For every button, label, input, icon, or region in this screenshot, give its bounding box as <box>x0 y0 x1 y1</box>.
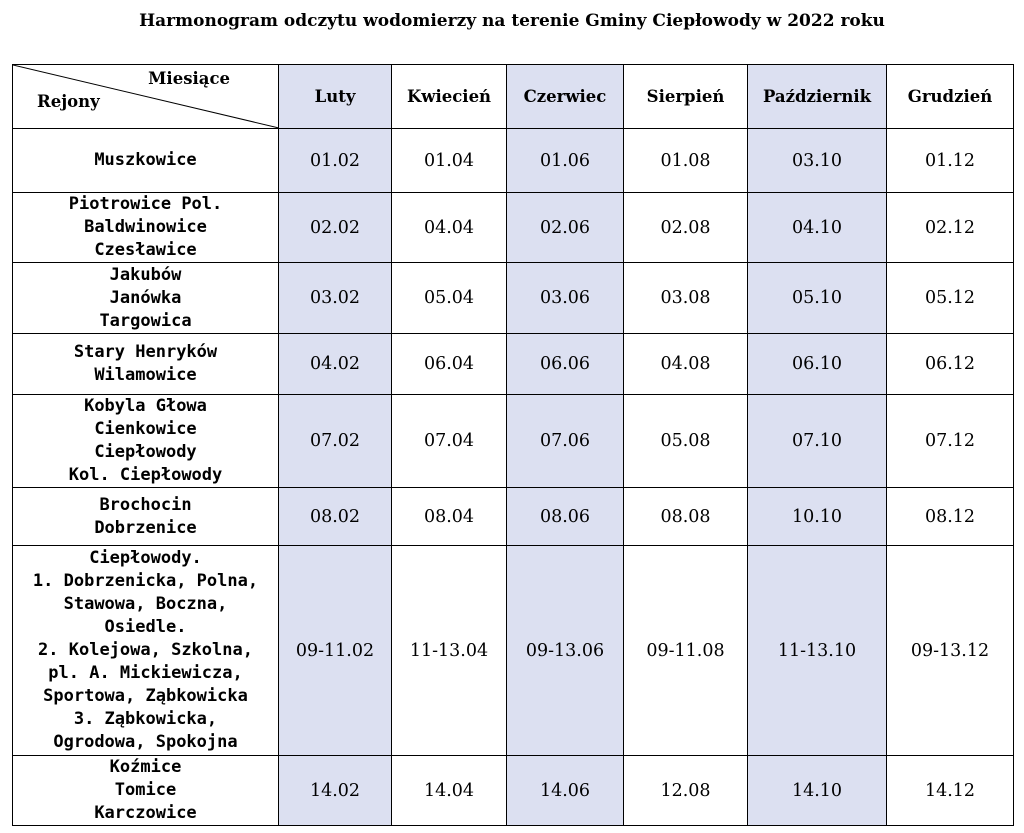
date-cell: 09-11.08 <box>624 546 748 756</box>
date-cell: 08.12 <box>887 488 1014 546</box>
date-cell: 14.10 <box>748 756 887 826</box>
month-header-kwiecien: Kwiecień <box>392 65 507 129</box>
date-cell: 08.06 <box>507 488 624 546</box>
table-row <box>13 193 1014 263</box>
date-cell: 04.04 <box>392 193 507 263</box>
region-cell <box>13 263 279 334</box>
region-name-line: Cienkowice <box>94 419 197 439</box>
table-row <box>13 546 1014 756</box>
date-cell: 02.08 <box>624 193 748 263</box>
region-name-line: Piotrowice Pol. <box>68 194 223 214</box>
region-name-line: Targowica <box>99 310 192 331</box>
region-cell <box>13 334 279 395</box>
date-cell: 14.04 <box>392 756 507 826</box>
month-header-czerwiec: Czerwiec <box>507 65 624 129</box>
date-cell: 04.08 <box>624 334 748 395</box>
region-cell <box>13 193 279 263</box>
date-cell: 11-13.04 <box>392 546 507 756</box>
month-header-sierpien: Sierpień <box>624 65 748 129</box>
region-name-line: 2. Kolejowa, Szkolna, <box>38 640 253 660</box>
date-cell: 02.12 <box>887 193 1014 263</box>
header-row <box>13 65 1014 129</box>
date-cell: 05.12 <box>887 263 1014 334</box>
region-name-line: Ciepłowody. <box>89 548 202 568</box>
date-cell: 14.06 <box>507 756 624 826</box>
region-name-line: Muszkowice <box>94 150 197 170</box>
date-cell: 03.06 <box>507 263 624 334</box>
date-cell: 05.10 <box>748 263 887 334</box>
date-cell: 01.02 <box>279 129 392 193</box>
table-row <box>13 395 1014 488</box>
region-name-line: Karczowice <box>94 803 197 823</box>
date-cell: 09-13.12 <box>887 546 1014 756</box>
date-cell: 12.08 <box>624 756 748 826</box>
date-cell: 05.04 <box>392 263 507 334</box>
date-cell: 06.06 <box>507 334 624 395</box>
date-cell: 10.10 <box>748 488 887 546</box>
table-row <box>13 129 1014 193</box>
region-name-line: Brochocin <box>99 494 192 515</box>
region-name-line: Kol. Ciepłowody <box>68 465 223 485</box>
table-row <box>13 756 1014 826</box>
date-cell: 08.04 <box>392 488 507 546</box>
date-cell: 09-11.02 <box>279 546 392 756</box>
date-cell: 01.12 <box>887 129 1014 193</box>
date-cell: 03.10 <box>748 129 887 193</box>
region-cell <box>13 546 279 756</box>
date-cell: 09-13.06 <box>507 546 624 756</box>
region-cell <box>13 756 279 826</box>
region-name-line: Ogrodowa, Spokojna <box>53 732 238 752</box>
region-cell <box>13 395 279 488</box>
date-cell: 14.02 <box>279 756 392 826</box>
date-cell: 07.02 <box>279 395 392 488</box>
date-cell: 04.02 <box>279 334 392 395</box>
date-cell: 06.12 <box>887 334 1014 395</box>
region-name-line: pl. A. Mickiewicza, <box>48 663 243 683</box>
regions-axis-label: Rejony <box>37 92 100 111</box>
month-header-pazdziernik: Październik <box>748 65 887 129</box>
table-row <box>13 334 1014 395</box>
date-cell: 05.08 <box>624 395 748 488</box>
table-row <box>13 263 1014 334</box>
date-cell: 01.06 <box>507 129 624 193</box>
region-name-line: Jakubów <box>109 264 182 285</box>
region-name-line: Sportowa, Ząbkowicka <box>43 686 248 706</box>
page-title: Harmonogram odczytu wodomierzy na terenie Gminy Ciepłowody w 2022 roku <box>139 11 885 31</box>
table-row <box>13 488 1014 546</box>
month-header-grudzien: Grudzień <box>887 65 1014 129</box>
date-cell: 06.10 <box>748 334 887 395</box>
region-name-line: Ciepłowody <box>94 442 197 462</box>
date-cell: 07.12 <box>887 395 1014 488</box>
region-name-line: Tomice <box>114 780 177 800</box>
region-cell <box>13 488 279 546</box>
region-cell <box>13 129 279 193</box>
schedule-table <box>12 64 1014 826</box>
date-cell: 04.10 <box>748 193 887 263</box>
months-axis-label: Miesiące <box>148 69 230 88</box>
date-cell: 01.04 <box>392 129 507 193</box>
date-cell: 03.02 <box>279 263 392 334</box>
region-name-line: Kobyla Głowa <box>84 396 207 416</box>
region-name-line: Stary Henryków <box>73 342 218 362</box>
region-name-line: 1. Dobrzenicka, Polna, <box>32 571 259 591</box>
region-name-line: Wilamowice <box>94 365 197 385</box>
date-cell: 07.10 <box>748 395 887 488</box>
date-cell: 01.08 <box>624 129 748 193</box>
date-cell: 07.04 <box>392 395 507 488</box>
date-cell: 03.08 <box>624 263 748 334</box>
date-cell: 06.04 <box>392 334 507 395</box>
date-cell: 08.08 <box>624 488 748 546</box>
date-cell: 08.02 <box>279 488 392 546</box>
month-header-luty: Luty <box>279 65 392 129</box>
region-name-line: Stawowa, Boczna, <box>63 594 228 614</box>
region-name-line: Czesławice <box>94 240 197 260</box>
region-name-line: Koźmice <box>109 757 182 777</box>
region-name-line: Dobrzenice <box>94 517 197 538</box>
region-name-line: Baldwinowice <box>84 217 207 237</box>
date-cell: 07.06 <box>507 395 624 488</box>
region-name-line: 3. Ząbkowicka, <box>73 709 218 729</box>
region-name-line: Osiedle. <box>104 617 187 637</box>
date-cell: 11-13.10 <box>748 546 887 756</box>
date-cell: 14.12 <box>887 756 1014 826</box>
region-name-line: Janówka <box>109 287 182 308</box>
corner-cell <box>13 65 279 129</box>
date-cell: 02.02 <box>279 193 392 263</box>
date-cell: 02.06 <box>507 193 624 263</box>
